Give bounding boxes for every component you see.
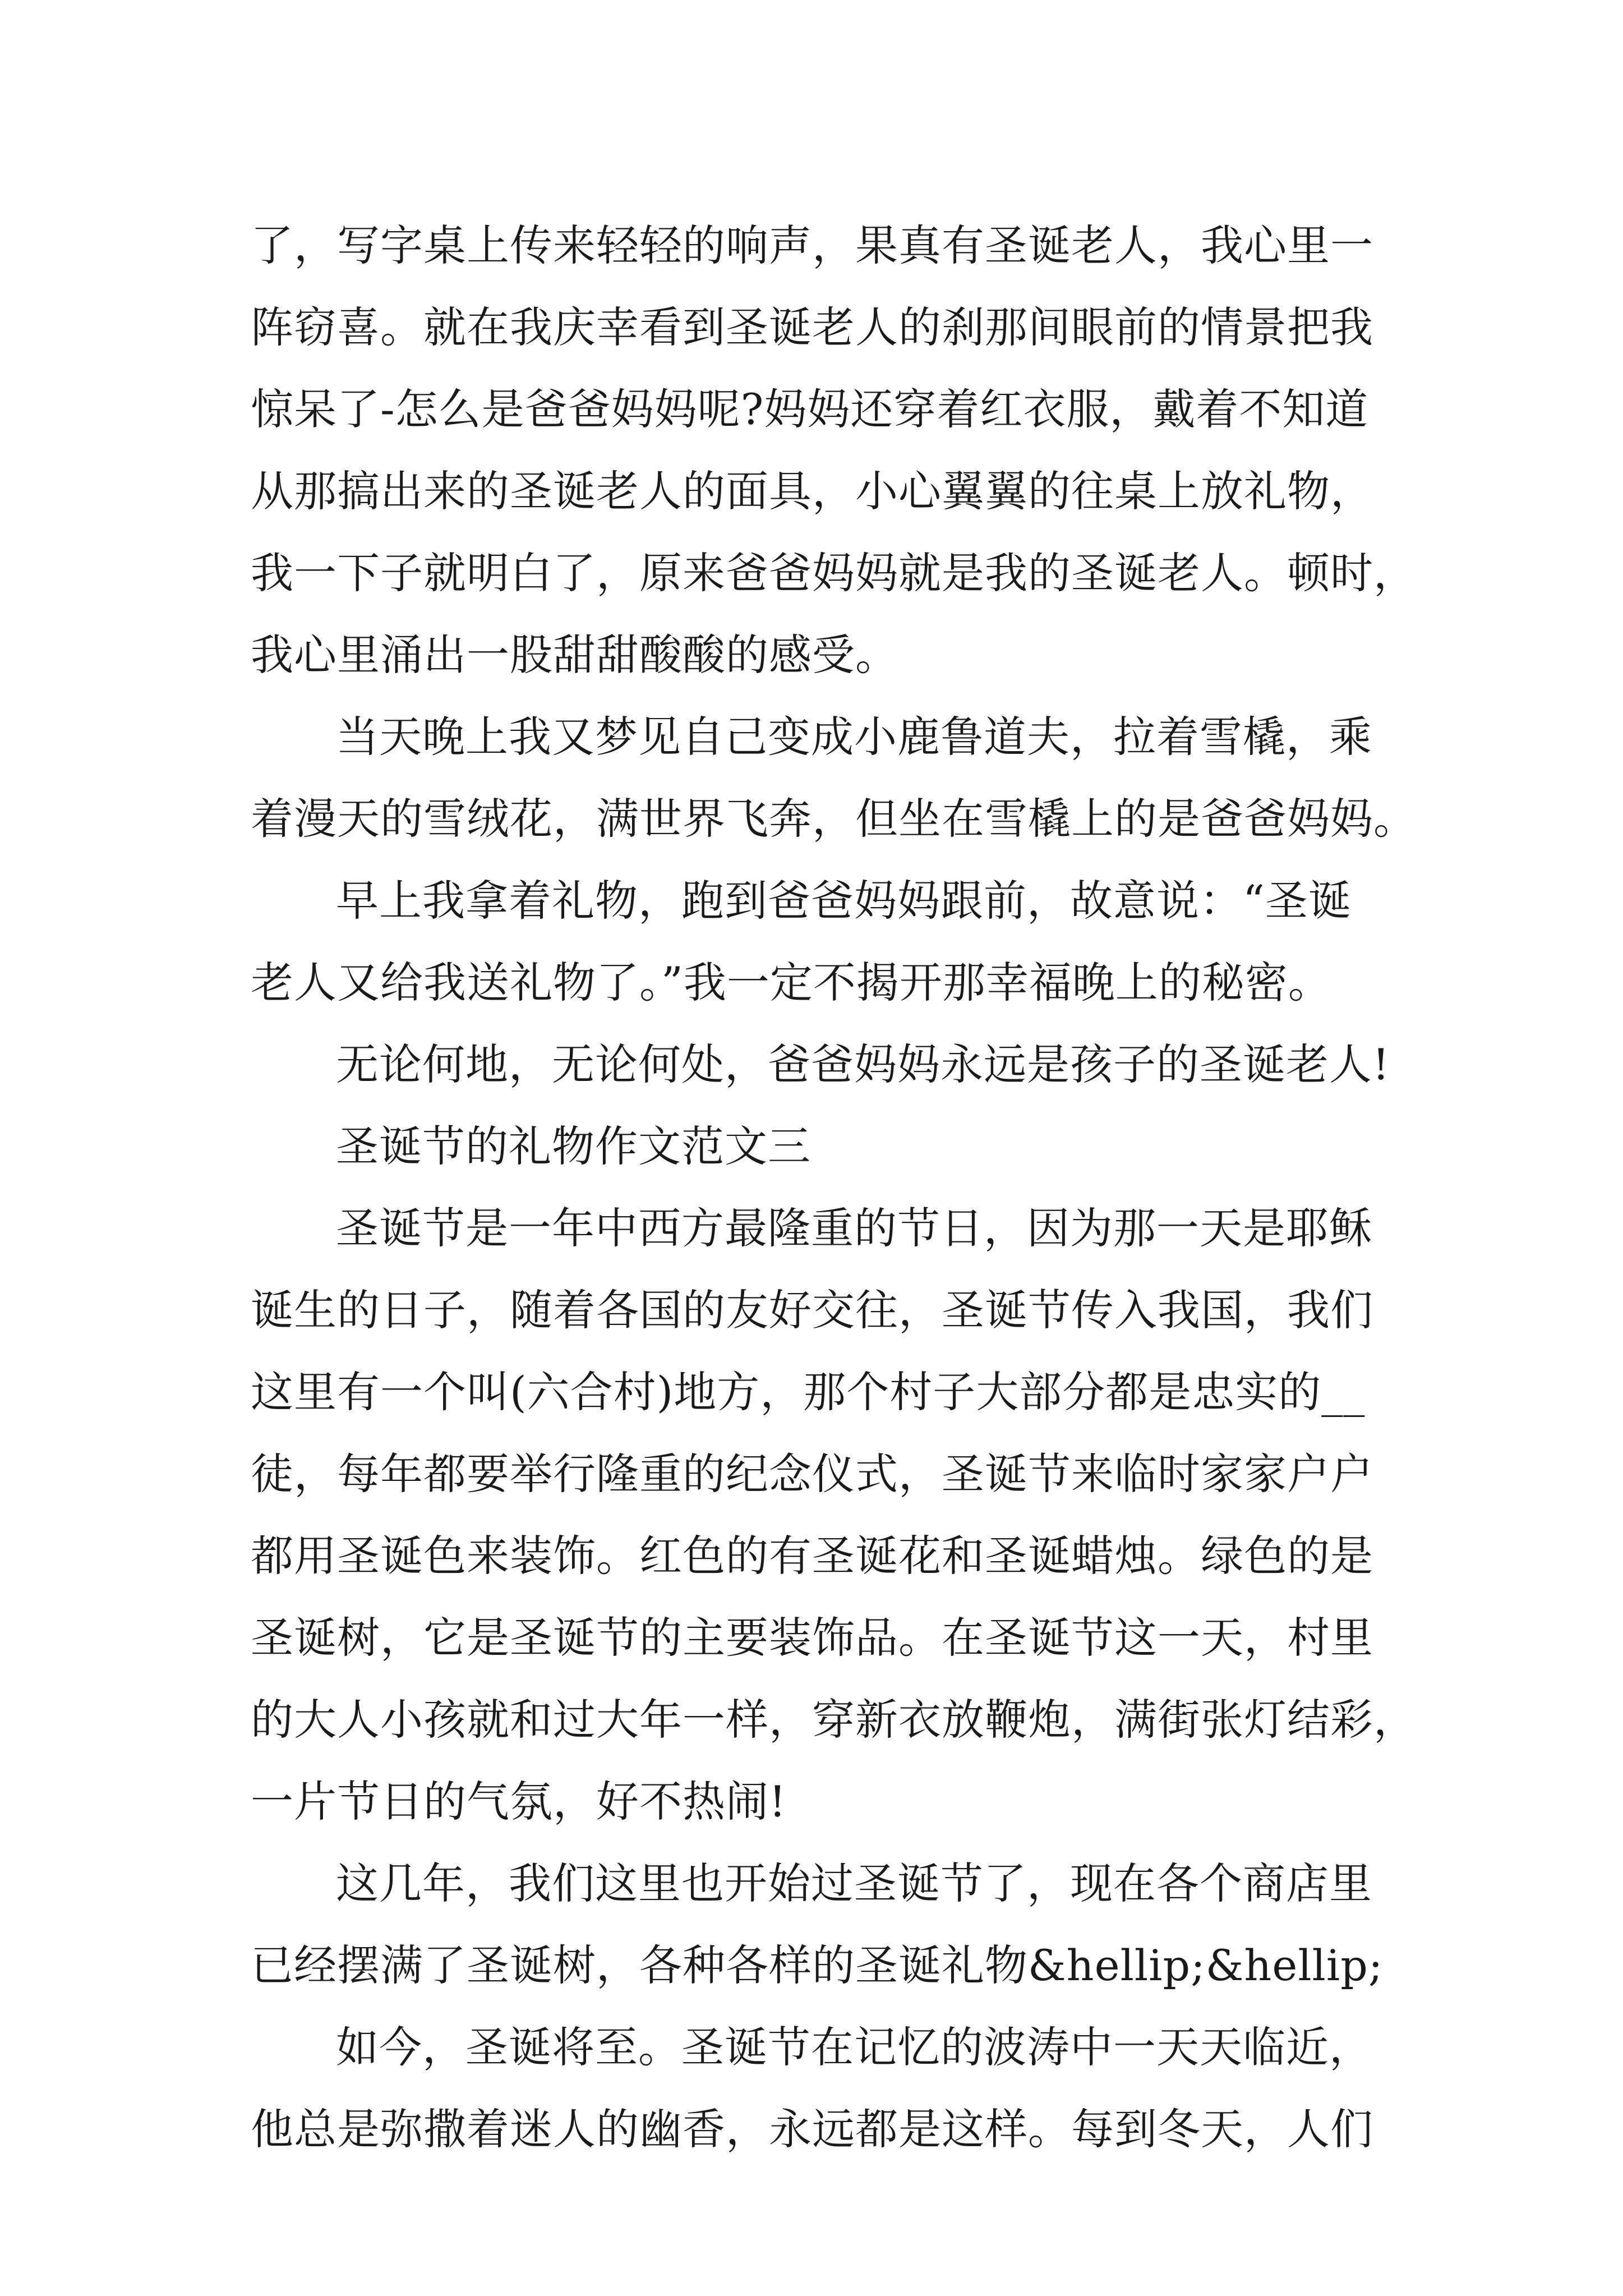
section-heading: 圣诞节的礼物作文范文三 — [336, 1121, 811, 1171]
text-line: 他总是弥撒着迷人的幽香，永远都是这样。每到冬天，人们 — [251, 2104, 1373, 2154]
paragraph-start-line: 圣诞节是一年中西方最隆重的节日，因为那一天是耶稣 — [336, 1203, 1372, 1253]
text-line: 这里有一个叫(六合村)地方，那个村子大部分都是忠实的__ — [251, 1367, 1366, 1417]
text-line: 的大人小孩就和过大年一样，穿新衣放鞭炮，满街张灯结彩， — [251, 1695, 1417, 1745]
text-line: 了，写字桌上传来轻轻的响声，果真有圣诞老人，我心里一 — [251, 220, 1373, 270]
text-line: 阵窃喜。就在我庆幸看到圣诞老人的刹那间眼前的情景把我 — [251, 302, 1373, 352]
text-line: 惊呆了-怎么是爸爸妈妈呢?妈妈还穿着红衣服，戴着不知道 — [251, 384, 1369, 434]
paragraph-start-line: 早上我拿着礼物，跑到爸爸妈妈跟前，故意说：“圣诞 — [336, 876, 1352, 926]
text-line: 老人又给我送礼物了。”我一定不揭开那幸福晚上的秘密。 — [251, 958, 1331, 1007]
paragraph-start-line: 无论何地，无论何处，爸爸妈妈永远是孩子的圣诞老人! — [336, 1039, 1390, 1089]
text-line: 诞生的日子，随着各国的友好交往，圣诞节传入我国，我们 — [251, 1285, 1373, 1335]
text-line: 已经摆满了圣诞树，各种各样的圣诞礼物&hellip;&hellip; — [251, 1940, 1384, 1990]
paragraph-start-line: 当天晚上我又梦见自己变成小鹿鲁道夫，拉着雪橇，乘 — [336, 712, 1372, 762]
text-line: 着漫天的雪绒花，满世界飞奔，但坐在雪橇上的是爸爸妈妈。 — [251, 794, 1417, 844]
text-line: 一片节日的气氛，好不热闹! — [251, 1777, 787, 1826]
text-line: 我心里涌出一股甜甜酸酸的感受。 — [251, 630, 898, 680]
body-text — [251, 205, 1417, 2170]
text-line: 徒，每年都要举行隆重的纪念仪式，圣诞节来临时家家户户 — [251, 1449, 1373, 1499]
paragraph-start-line: 如今，圣诞将至。圣诞节在记忆的波涛中一天天临近， — [336, 2022, 1372, 2072]
text-line: 圣诞树，它是圣诞节的主要装饰品。在圣诞节这一天，村里 — [251, 1613, 1373, 1663]
paragraph-start-line: 这几年，我们这里也开始过圣诞节了，现在各个商店里 — [336, 1858, 1372, 1908]
text-line: 我一下子就明白了，原来爸爸妈妈就是我的圣诞老人。顿时， — [251, 548, 1417, 598]
text-line: 都用圣诞色来装饰。红色的有圣诞花和圣诞蜡烛。绿色的是 — [251, 1531, 1373, 1581]
text-line: 从那搞出来的圣诞老人的面具，小心翼翼的往桌上放礼物， — [251, 466, 1373, 516]
